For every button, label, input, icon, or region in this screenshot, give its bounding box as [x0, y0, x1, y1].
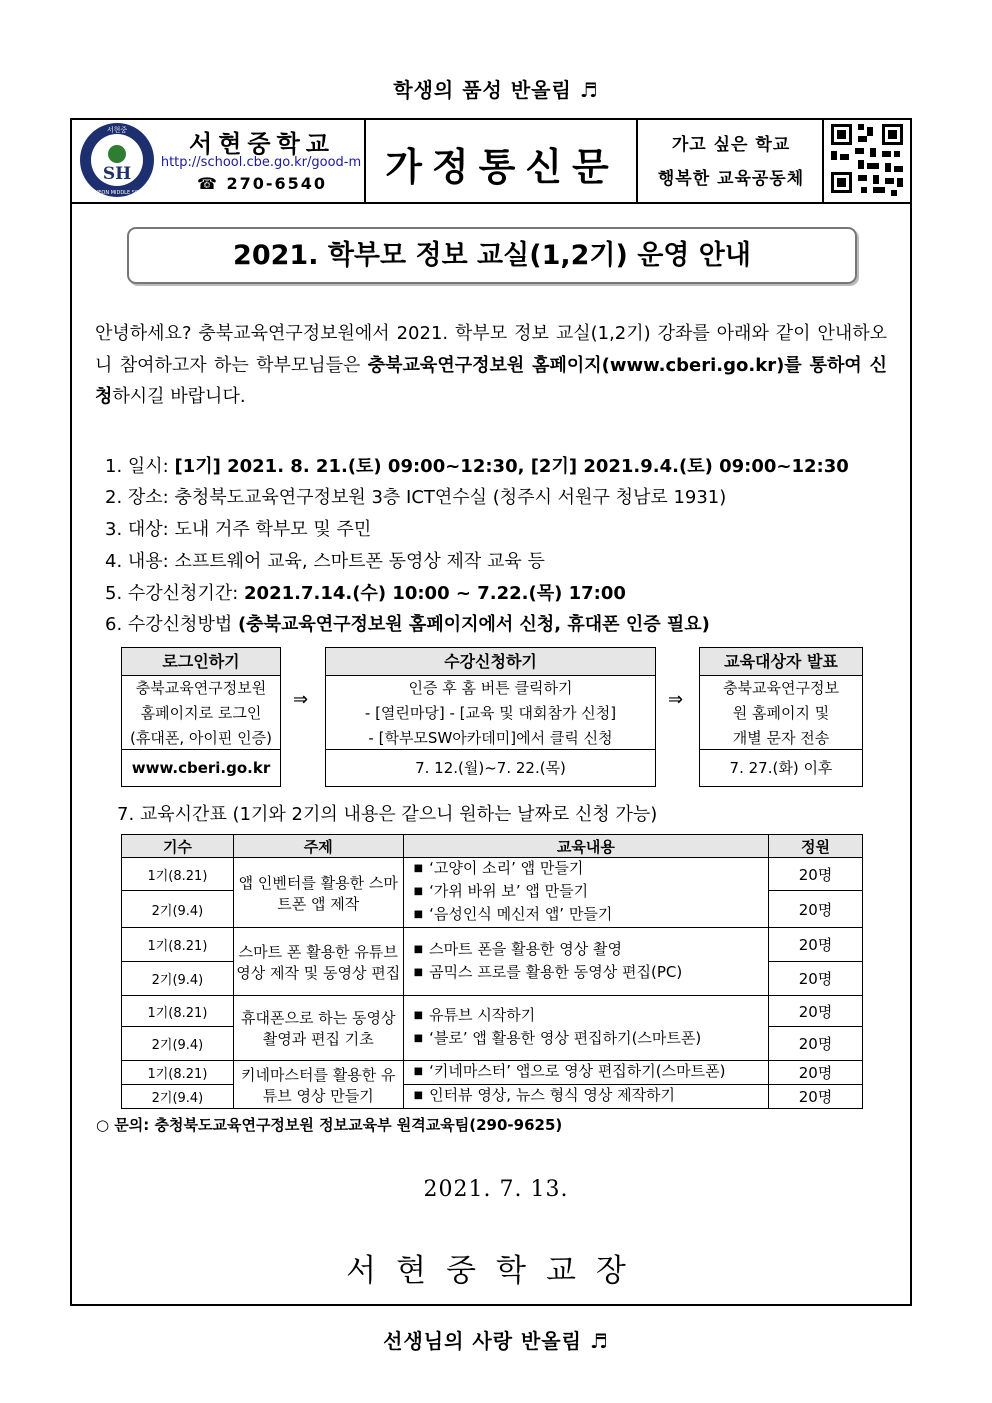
content-line: ■ ‘음성인식 메신저 앱’ 만들기 [413, 905, 613, 923]
generation-cell: 2기(9.4) [122, 1085, 234, 1109]
top-slogan: 학생의 품성 반올림 ♬ [393, 78, 599, 102]
item-value: 도내 거주 학부모 및 주민 [174, 519, 372, 540]
header-topic: 주제 [233, 835, 403, 858]
generation-cell: 2기(9.4) [122, 962, 234, 996]
item-label: 1. 일시: [105, 456, 175, 477]
flow-step-login [121, 647, 281, 787]
flow-step-announce [699, 647, 863, 787]
content-line: ■ 유튜브 시작하기 [413, 1006, 536, 1024]
capacity-cell: 20명 [769, 858, 863, 891]
flow-step-title: 로그인하기 [122, 648, 280, 676]
contact-info: ○ 문의: 충청북도교육연구정보원 정보교육부 원격교육팀(290-9625) [96, 1116, 563, 1134]
item-label: 2. 장소: [105, 487, 175, 508]
bullet-icon: ■ [413, 943, 424, 955]
bullet-icon: ■ [413, 1090, 424, 1101]
header-content: 교육내용 [403, 835, 768, 858]
content-cell [403, 928, 768, 996]
bullet-icon: ■ [413, 863, 424, 874]
school-phone: ☎ 270-6540 [196, 174, 328, 193]
item-label: 3. 대상: [105, 519, 175, 540]
bullet-icon: ■ [413, 909, 424, 920]
flow-step-line: 홈페이지로 로그인 [140, 704, 262, 722]
content-cell [403, 996, 768, 1061]
content-cell [403, 858, 768, 928]
item-value: [1기] 2021. 8. 21.(토) 09:00~12:30, [2기] 2021.9.4.(토) 09:00~12:30 [174, 456, 849, 477]
list-item-method [105, 610, 710, 636]
issue-date: 2021. 7. 13. [423, 1177, 569, 1202]
generation-cell: 1기(8.21) [122, 858, 234, 891]
capacity-cell: 20명 [769, 928, 863, 962]
item-value: (충북교육연구정보원 홈페이지에서 신청, 휴대폰 인증 필요) [237, 614, 710, 635]
bullet-icon: ■ [413, 886, 424, 897]
item-value: 2021.7.14.(수) 10:00 ~ 7.22.(목) 17:00 [244, 583, 626, 604]
flow-step-url[interactable]: www.cberi.go.kr [122, 749, 280, 786]
motto-cell [638, 118, 824, 202]
table-header-row [122, 835, 863, 858]
motto-line-1: 가고 싶은 학교 [671, 135, 791, 155]
generation-cell: 1기(8.21) [122, 996, 234, 1027]
motto-line-2: 행복한 교육공동체 [657, 169, 805, 189]
content-line: ■ 곰믹스 프로를 활용한 동영상 편집(PC) [413, 962, 683, 981]
flow-step-line: - [학부모SW아카데미]에서 클릭 신청 [368, 729, 613, 747]
arrow-right-icon: ⇒ [668, 689, 684, 710]
bullet-icon: ■ [413, 1033, 424, 1044]
school-name: 서현중학교 [189, 130, 335, 158]
capacity-cell: 20명 [769, 1027, 863, 1061]
header-generation: 기수 [122, 835, 234, 858]
logo-bottom-text: SEOHYEON MIDDLE SCHOOL [81, 190, 153, 196]
generation-cell: 2기(9.4) [122, 891, 234, 928]
logo-letters: SH [102, 164, 132, 184]
item-label: 5. 수강신청기간: [105, 583, 245, 604]
content-line: ■ ‘고양이 소리’ 앱 만들기 [413, 859, 584, 877]
table-row [122, 1061, 863, 1085]
capacity-cell: 20명 [769, 891, 863, 928]
school-logo [78, 121, 156, 199]
newsletter-title-cell [366, 118, 638, 202]
generation-cell: 1기(8.21) [122, 928, 234, 962]
list-item-date [105, 452, 849, 478]
schedule-table [121, 834, 863, 1109]
generation-cell: 2기(9.4) [122, 1027, 234, 1061]
flow-step-line: 개별 문자 전송 [732, 729, 830, 747]
content-line: ■ 스마트 폰을 활용한 영상 촬영 [413, 939, 623, 958]
school-info-cell [70, 118, 366, 202]
flow-step-title: 교육대상자 발표 [700, 648, 862, 676]
flow-step-line: - [열린마당] - [교육 및 대회참가 신청] [364, 704, 617, 722]
flow-step-line: 충북교육연구정보원 [135, 679, 267, 697]
newsletter-title: 가정통신문 [385, 145, 619, 189]
content-line: ■ ‘가위 바위 보’ 앱 만들기 [413, 882, 589, 900]
list-item-place [105, 483, 726, 509]
content-cell: ■ ‘키네마스터’ 앱으로 영상 편집하기(스마트폰) [403, 1061, 768, 1085]
item-label: 4. 내용: [105, 551, 175, 572]
page-title: 2021. 학부모 정보 교실(1,2기) 운영 안내 [127, 227, 857, 284]
newsletter-header [70, 118, 912, 204]
topic-cell: 스마트 폰 활용한 유튜브 영상 제작 및 동영상 편집 [233, 928, 403, 996]
bullet-icon: ■ [413, 1010, 424, 1021]
arrow-right-icon: ⇒ [293, 689, 309, 710]
capacity-cell: 20명 [769, 1061, 863, 1085]
item-label: 6. 수강신청방법 [105, 614, 238, 635]
content-cell: ■ 인터뷰 영상, 뉴스 형식 영상 제작하기 [403, 1085, 768, 1109]
topic-cell: 휴대폰으로 하는 동영상 촬영과 편집 기초 [233, 996, 403, 1061]
list-item-content [105, 547, 545, 573]
logo-top-text: 서현중 [106, 126, 128, 134]
flow-step-line: 원 홈페이지 및 [732, 704, 830, 722]
qr-cell [824, 118, 910, 202]
item-value: 충청북도교육연구정보원 3층 ICT연수실 (청주시 서원구 청남로 1931) [174, 487, 727, 508]
bullet-icon: ■ [413, 1066, 424, 1077]
schedule-heading: 7. 교육시간표 (1기와 2기의 내용은 같으니 원하는 날짜로 신청 가능) [117, 804, 658, 825]
capacity-cell: 20명 [769, 996, 863, 1027]
intro-text-1: 안녕하세요? 충북교육연구정보원에서 2021. 학부모 정보 교실(1,2기) 강좌를 아래와 같이 안내하오니 참여하고자 하는 학부모님들은 [95, 323, 887, 376]
flow-step-line: (휴대폰, 아이핀 인증) [130, 729, 272, 747]
table-row [122, 928, 863, 962]
flow-step-line: 충북교육연구정보 [723, 679, 839, 697]
bullet-icon: ■ [413, 966, 424, 978]
generation-cell: 1기(8.21) [122, 1061, 234, 1085]
topic-cell: 키네마스터를 활용한 유튜브 영상 만들기 [233, 1061, 403, 1109]
table-row [122, 858, 863, 891]
list-item-period [105, 579, 626, 605]
table-row [122, 1085, 863, 1109]
flow-step-title: 수강신청하기 [326, 648, 655, 676]
qr-code-icon[interactable] [828, 121, 906, 199]
table-row [122, 996, 863, 1027]
flow-step-apply [325, 647, 656, 787]
item-value: 소프트웨어 교육, 스마트폰 동영상 제작 교육 등 [174, 551, 545, 572]
topic-cell: 앱 인벤터를 활용한 스마트폰 앱 제작 [233, 858, 403, 928]
intro-text-2: 하시길 바랍니다. [112, 386, 246, 407]
header-capacity: 정원 [769, 835, 863, 858]
flow-step-date: 7. 27.(화) 이후 [700, 749, 862, 786]
capacity-cell: 20명 [769, 1085, 863, 1109]
bottom-slogan: 선생님의 사랑 반올림 ♬ [383, 1329, 609, 1353]
capacity-cell: 20명 [769, 962, 863, 996]
intro-bold-text: 충북교육연구정보원 홈페이지(www.cberi.go.kr)를 통하여 신청 [95, 354, 887, 407]
school-url-link[interactable]: http://school.cbe.go.kr/good-m [160, 155, 362, 170]
flow-step-line: 인증 후 홈 버튼 클릭하기 [408, 679, 573, 697]
intro-paragraph [95, 318, 887, 413]
principal-signature: 서현중학교장 [346, 1253, 646, 1289]
list-item-target [105, 515, 371, 541]
content-line: ■ ‘블로’ 앱 활용한 영상 편집하기(스마트폰) [413, 1029, 702, 1047]
flow-step-period: 7. 12.(월)~7. 22.(목) [326, 749, 655, 786]
